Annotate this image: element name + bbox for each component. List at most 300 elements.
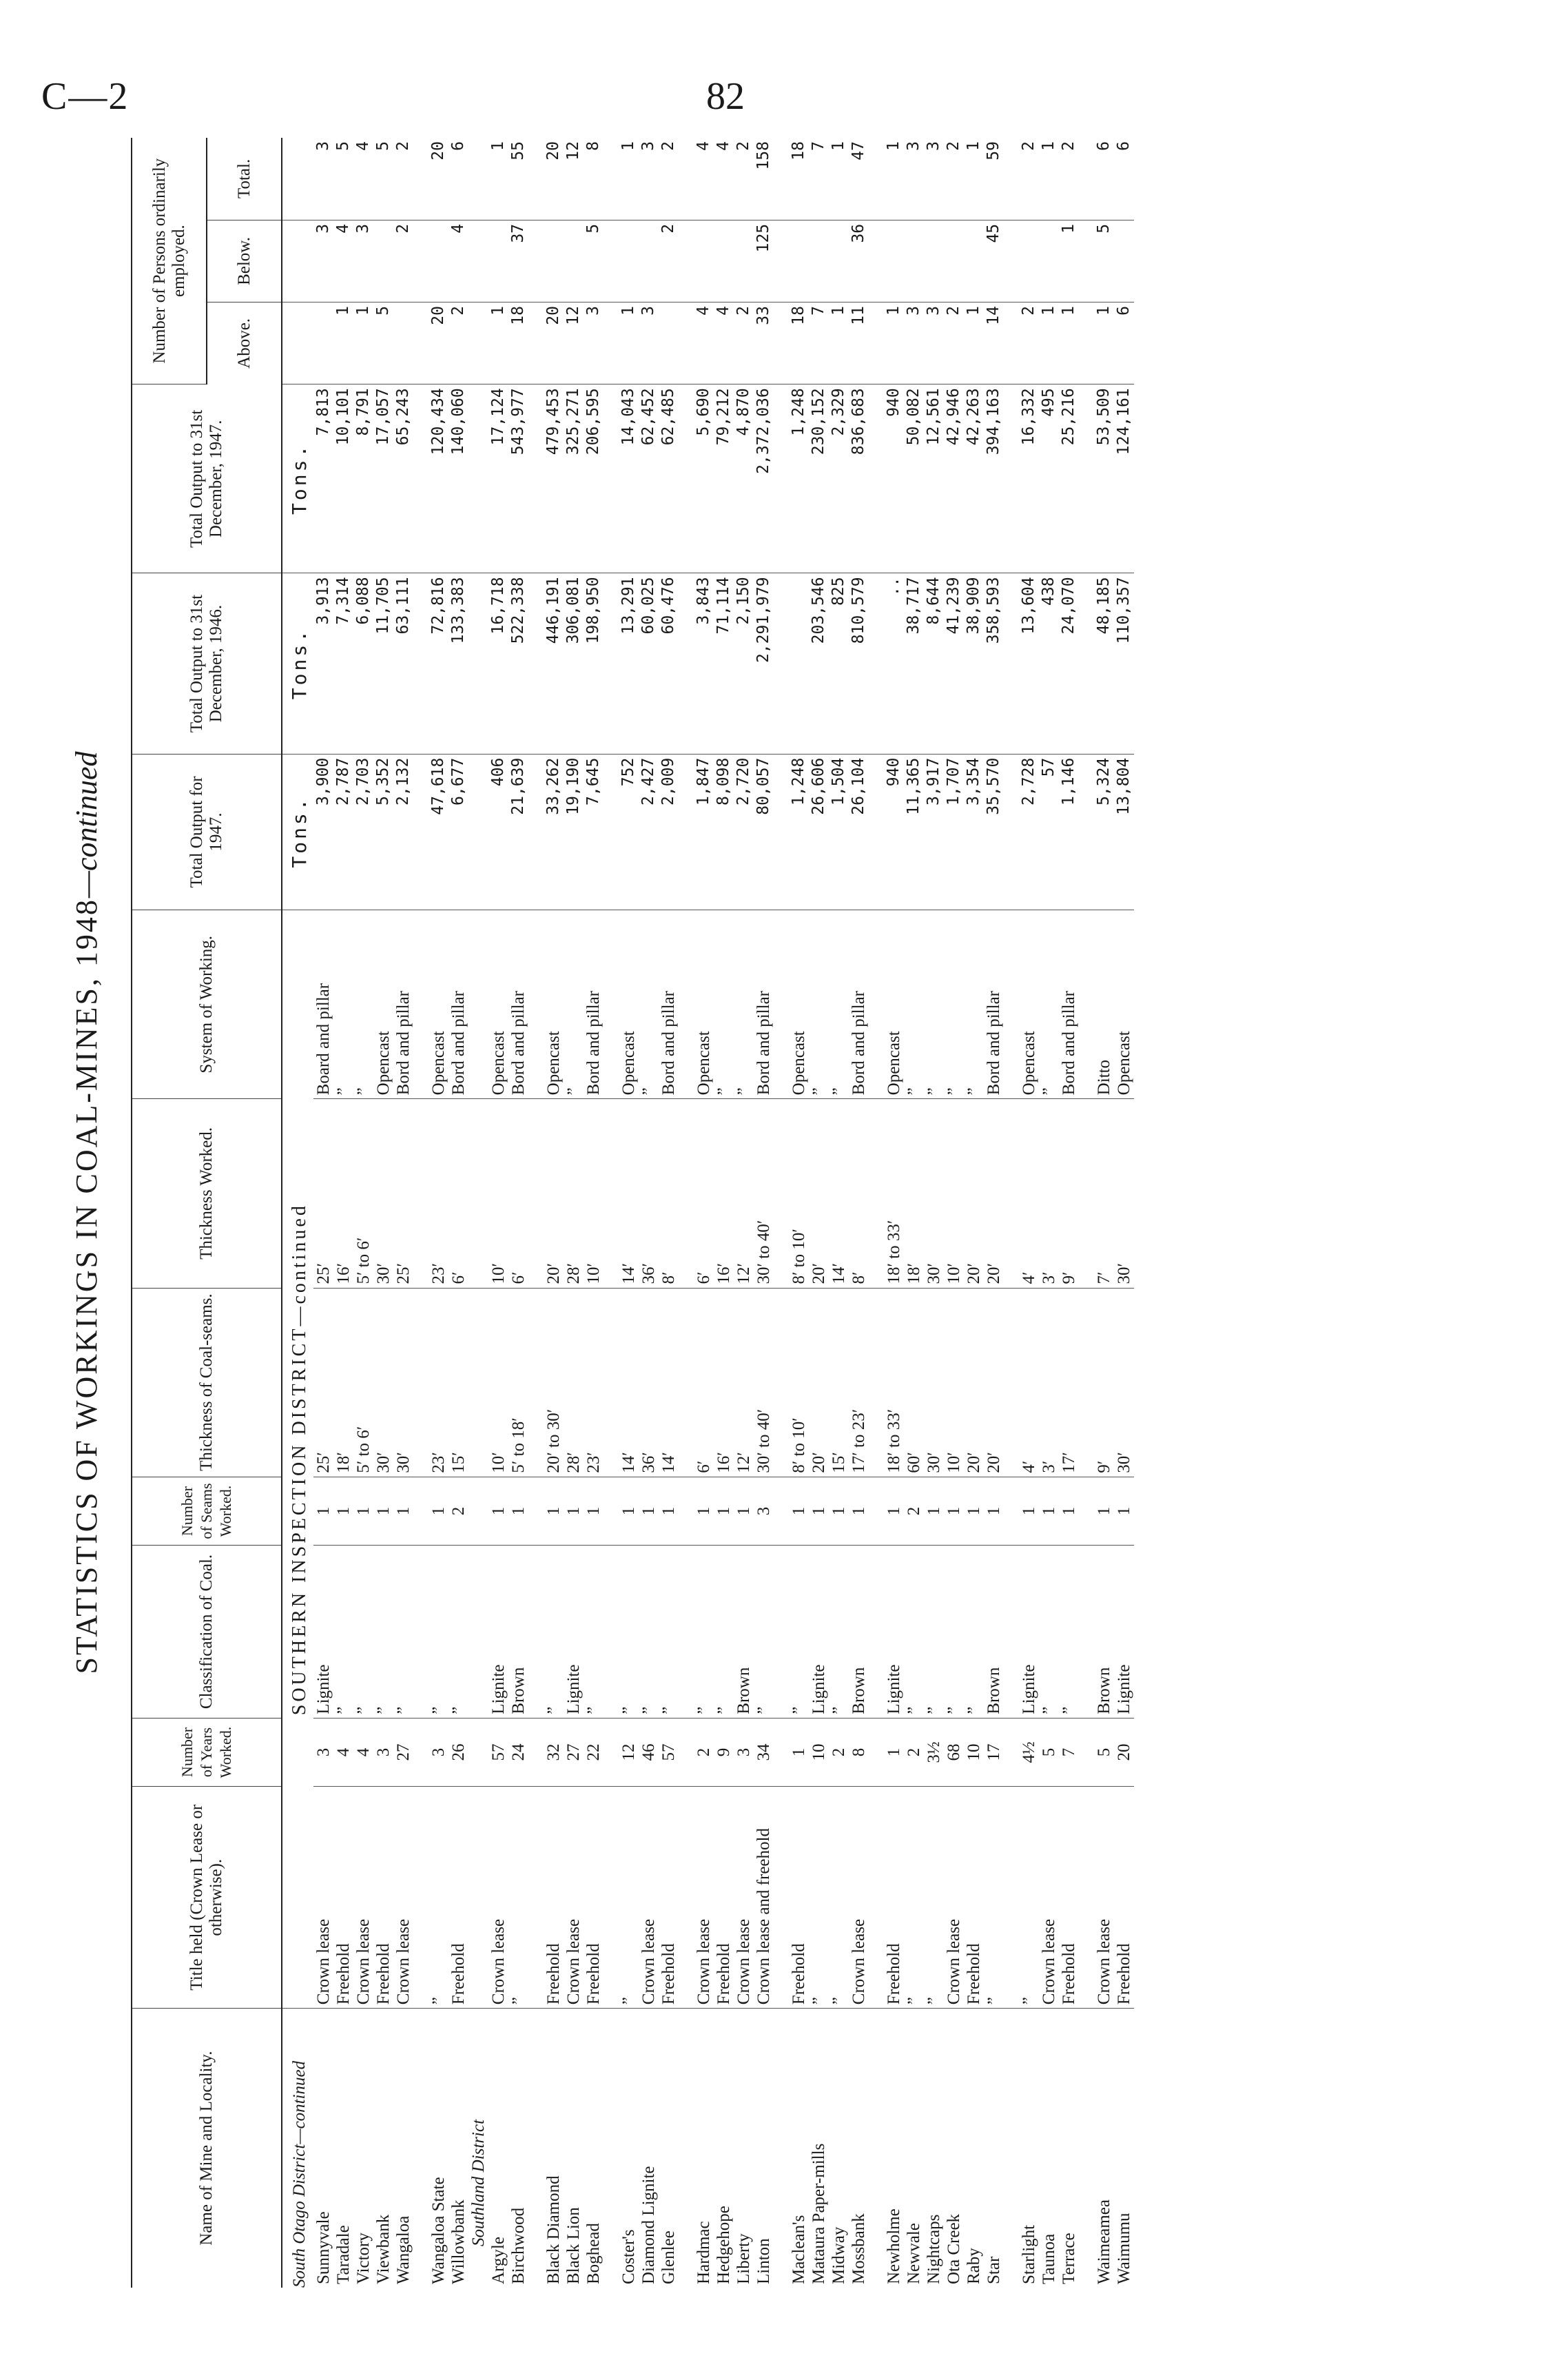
cell-be: 1 <box>1059 220 1079 302</box>
cell-name: Wangaloa State <box>429 2177 448 2284</box>
cell-o47: 1,707 <box>944 754 964 910</box>
cell-ts: 8′ to 10′ <box>789 1288 809 1477</box>
cell-sys: Bord and pillar <box>849 910 869 1099</box>
table-title-suffix: —continued <box>70 751 103 899</box>
units-to-1947: Tons. <box>282 384 313 573</box>
cell-title: Freehold <box>884 1787 904 2009</box>
cell-seams: 1 <box>619 1477 639 1546</box>
cell-to: 1 <box>488 138 508 220</box>
cell-ts: 14′ <box>619 1288 639 1477</box>
cell-title: Freehold <box>964 1787 984 2009</box>
cell-tw: 6′ <box>508 1099 528 1288</box>
cell-tw: 18′ to 33′ <box>884 1099 904 1288</box>
cell-title: ” <box>984 1787 1004 2009</box>
cell-ts: 10′ <box>488 1288 508 1477</box>
cell-o4747: 14,043 <box>619 384 639 573</box>
cell-to: 59 <box>984 138 1004 220</box>
col-classification: Classification of Coal. <box>132 1546 282 1718</box>
cell-ts: 17′ to 23′ <box>849 1288 869 1477</box>
cell-to: 3 <box>924 138 944 220</box>
cell-o46: 110,357 <box>1114 573 1134 754</box>
cell-o4747: 230,152 <box>809 384 829 573</box>
cell-cls: Lignite <box>1019 1546 1039 1718</box>
cell-to: 18 <box>789 138 809 220</box>
table-row <box>734 138 754 2288</box>
cell-ts: 16′ <box>714 1288 734 1477</box>
cell-tw: 20′ <box>984 1099 1004 1288</box>
cell-tw: 12′ <box>734 1099 754 1288</box>
district-row <box>468 138 488 2288</box>
table-row <box>639 138 659 2288</box>
cell-ab: 1 <box>884 302 904 384</box>
cell-name: Newholme <box>885 2208 903 2284</box>
cell-ab: 1 <box>488 302 508 384</box>
cell-ab: 3 <box>639 302 659 384</box>
cell-tw: 7′ <box>1094 1099 1114 1288</box>
cell-ab: 20 <box>544 302 564 384</box>
cell-to: 3 <box>904 138 924 220</box>
cell-o47: 2,787 <box>333 754 353 910</box>
cell-be <box>964 220 984 302</box>
cell-sys: Bord and pillar <box>1059 910 1079 1099</box>
cell-cls: ” <box>619 1546 639 1718</box>
cell-cls: Lignite <box>488 1546 508 1718</box>
cell-o4747: 124,161 <box>1114 384 1134 573</box>
cell-seams: 1 <box>429 1477 449 1546</box>
cell-sys: ” <box>714 910 734 1099</box>
cell-ts: 4′ <box>1019 1288 1039 1477</box>
cell-seams: 1 <box>639 1477 659 1546</box>
cell-ts: 23′ <box>429 1288 449 1477</box>
cell-o46: 438 <box>1039 573 1059 754</box>
cell-to: 3 <box>313 138 333 220</box>
cell-sys: ” <box>639 910 659 1099</box>
cell-be: 4 <box>333 220 353 302</box>
cell-years: 10 <box>964 1718 984 1787</box>
table-row <box>924 138 944 2288</box>
cell-sys: Opencast <box>884 910 904 1099</box>
cell-years: 32 <box>544 1718 564 1787</box>
cell-to: 1 <box>884 138 904 220</box>
cell-name: Black Diamond <box>544 2175 563 2284</box>
cell-title: Freehold <box>1114 1787 1134 2009</box>
cell-name: Victory <box>354 2233 373 2284</box>
cell-name: Maclean's <box>790 2215 808 2284</box>
cell-title: ” <box>619 1787 639 2009</box>
cell-o47: 57 <box>1039 754 1059 910</box>
cell-o46: 60,476 <box>659 573 679 754</box>
cell-name: Wangaloa <box>394 2215 413 2284</box>
cell-o46: 13,604 <box>1019 573 1039 754</box>
cell-seams: 1 <box>584 1477 604 1546</box>
cell-o4747: 79,212 <box>714 384 734 573</box>
cell-o46: 203,546 <box>809 573 829 754</box>
cell-tw: 6′ <box>449 1099 468 1288</box>
cell-be: 2 <box>393 220 413 302</box>
cell-title: Freehold <box>1059 1787 1079 2009</box>
cell-o4747: 940 <box>884 384 904 573</box>
cell-to: 4 <box>714 138 734 220</box>
cell-years: 2 <box>694 1718 714 1787</box>
cell-title: ” <box>829 1787 849 2009</box>
cell-tw: 8′ <box>659 1099 679 1288</box>
cell-ab: 6 <box>1114 302 1134 384</box>
cell-tw: 23′ <box>429 1099 449 1288</box>
cell-ab: 1 <box>829 302 849 384</box>
cell-o4747: 62,452 <box>639 384 659 573</box>
cell-o46: 63,111 <box>393 573 413 754</box>
cell-title: Freehold <box>449 1787 468 2009</box>
cell-ts: 17′ <box>1059 1288 1079 1477</box>
cell-title: Crown lease <box>944 1787 964 2009</box>
cell-o4747: 42,946 <box>944 384 964 573</box>
cell-years: 20 <box>1114 1718 1134 1787</box>
table-row <box>659 138 679 2288</box>
col-name: Name of Mine and Locality. <box>132 2009 282 2288</box>
cell-o46: 306,081 <box>564 573 584 754</box>
cell-title: Freehold <box>584 1787 604 2009</box>
col-system: System of Working. <box>132 910 282 1099</box>
cell-ts: 3′ <box>1039 1288 1059 1477</box>
cell-seams: 1 <box>829 1477 849 1546</box>
cell-years: 22 <box>584 1718 604 1787</box>
cell-be <box>904 220 924 302</box>
cell-o47: 33,262 <box>544 754 564 910</box>
cell-ts: 18′ to 33′ <box>884 1288 904 1477</box>
table-row <box>964 138 984 2288</box>
cell-name: Terrace <box>1060 2233 1078 2284</box>
cell-o4747: 5,690 <box>694 384 714 573</box>
cell-name: Starlight <box>1020 2224 1038 2284</box>
table-row <box>488 138 508 2288</box>
cell-o46: 825 <box>829 573 849 754</box>
table-row <box>984 138 1004 2288</box>
cell-to: 20 <box>429 138 449 220</box>
cell-o47: 3,900 <box>313 754 333 910</box>
cell-be: 3 <box>313 220 333 302</box>
cell-cls: Lignite <box>564 1546 584 1718</box>
cell-sys: ” <box>944 910 964 1099</box>
cell-o4747: 836,683 <box>849 384 869 573</box>
table-row <box>714 138 734 2288</box>
cell-cls: Brown <box>1094 1546 1114 1718</box>
cell-tw: 14′ <box>829 1099 849 1288</box>
cell-o4747: 4,870 <box>734 384 754 573</box>
cell-name: Raby <box>965 2248 983 2284</box>
cell-ab: 1 <box>333 302 353 384</box>
cell-years: 3 <box>734 1718 754 1787</box>
cell-title: ” <box>809 1787 829 2009</box>
cell-o47: 3,917 <box>924 754 944 910</box>
table-row <box>944 138 964 2288</box>
cell-years: 12 <box>619 1718 639 1787</box>
spacer-row <box>679 138 694 2288</box>
cell-o47: 80,057 <box>754 754 774 910</box>
cell-o47: 21,639 <box>508 754 528 910</box>
cell-seams: 1 <box>333 1477 353 1546</box>
cell-sys: ” <box>964 910 984 1099</box>
cell-be <box>373 220 393 302</box>
cell-ab: 33 <box>754 302 774 384</box>
cell-be <box>694 220 714 302</box>
cell-years: 34 <box>754 1718 774 1787</box>
cell-be: 3 <box>353 220 373 302</box>
col-seams: Number of Seams Worked. <box>132 1477 282 1546</box>
cell-o46: 3,843 <box>694 573 714 754</box>
cell-years: 5 <box>1039 1718 1059 1787</box>
cell-tw: 30′ <box>924 1099 944 1288</box>
cell-name: Hardmac <box>694 2221 713 2284</box>
cell-o46: 2,291,979 <box>754 573 774 754</box>
cell-cls: Brown <box>984 1546 1004 1718</box>
cell-cls: ” <box>964 1546 984 1718</box>
cell-be <box>619 220 639 302</box>
cell-to: 12 <box>564 138 584 220</box>
cell-cls: ” <box>944 1546 964 1718</box>
cell-tw: 25′ <box>313 1099 333 1288</box>
cell-o47: 1,248 <box>789 754 809 910</box>
cell-title: Crown lease <box>1094 1787 1114 2009</box>
cell-cls: Lignite <box>1114 1546 1134 1718</box>
cell-title: Crown lease <box>694 1787 714 2009</box>
cell-years: 68 <box>944 1718 964 1787</box>
cell-be: 5 <box>1094 220 1114 302</box>
cell-name: Nightcaps <box>925 2214 943 2284</box>
cell-name: Midway <box>829 2226 848 2284</box>
cell-o46: 446,191 <box>544 573 564 754</box>
spacer-row <box>869 138 884 2288</box>
cell-seams: 1 <box>544 1477 564 1546</box>
cell-years: 9 <box>714 1718 734 1787</box>
cell-seams: 1 <box>508 1477 528 1546</box>
col-output-1947: Total Output for 1947. <box>132 754 282 910</box>
cell-o46: 72,816 <box>429 573 449 754</box>
cell-name: Birchwood <box>509 2207 528 2284</box>
cell-title: Crown lease <box>639 1787 659 2009</box>
table-row <box>353 138 373 2288</box>
cell-to: 1 <box>829 138 849 220</box>
cell-years: 4 <box>353 1718 373 1787</box>
cell-years: 3½ <box>924 1718 944 1787</box>
cell-ab: 12 <box>564 302 584 384</box>
cell-cls: ” <box>373 1546 393 1718</box>
cell-ts: 14′ <box>659 1288 679 1477</box>
cell-title: Crown lease <box>353 1787 373 2009</box>
cell-name: Sunnyvale <box>314 2211 333 2284</box>
cell-cls: ” <box>639 1546 659 1718</box>
cell-o47: 752 <box>619 754 639 910</box>
cell-to: 4 <box>694 138 714 220</box>
cell-ab: 1 <box>964 302 984 384</box>
cell-be <box>488 220 508 302</box>
cell-o4747: 62,485 <box>659 384 679 573</box>
cell-ts: 10′ <box>944 1288 964 1477</box>
cell-years: 57 <box>659 1718 679 1787</box>
cell-name: Taunoa <box>1040 2233 1058 2284</box>
cell-o4747: 50,082 <box>904 384 924 573</box>
cell-o46: 60,025 <box>639 573 659 754</box>
cell-o46: 71,114 <box>714 573 734 754</box>
cell-o47: 47,618 <box>429 754 449 910</box>
cell-o4747: 2,329 <box>829 384 849 573</box>
cell-o47: 5,352 <box>373 754 393 910</box>
cell-sys: ” <box>924 910 944 1099</box>
col-thickness-seams: Thickness of Coal-seams. <box>132 1288 282 1477</box>
cell-o4747: 8,791 <box>353 384 373 573</box>
cell-sys: Opencast <box>373 910 393 1099</box>
cell-be: 45 <box>984 220 1004 302</box>
cell-ts: 20′ <box>964 1288 984 1477</box>
cell-ts: 30′ <box>924 1288 944 1477</box>
cell-ab <box>313 302 333 384</box>
cell-o4747: 495 <box>1039 384 1059 573</box>
cell-to: 2 <box>734 138 754 220</box>
cell-name: Ota Creek <box>945 2213 963 2284</box>
cell-name: Star <box>985 2256 1003 2284</box>
cell-o46: 133,383 <box>449 573 468 754</box>
cell-years: 27 <box>393 1718 413 1787</box>
cell-ts: 23′ <box>584 1288 604 1477</box>
cell-to: 6 <box>1114 138 1134 220</box>
cell-to: 4 <box>353 138 373 220</box>
table-row <box>754 138 774 2288</box>
cell-sys: Opencast <box>619 910 639 1099</box>
cell-be <box>884 220 904 302</box>
cell-name: Argyle <box>489 2237 508 2284</box>
cell-o46: 198,950 <box>584 573 604 754</box>
cell-years: 4½ <box>1019 1718 1039 1787</box>
cell-cls: ” <box>333 1546 353 1718</box>
cell-tw: 16′ <box>333 1099 353 1288</box>
spacer-row <box>1004 138 1019 2288</box>
cell-seams: 2 <box>449 1477 468 1546</box>
cell-tw: 20′ <box>964 1099 984 1288</box>
cell-be: 125 <box>754 220 774 302</box>
cell-tw: 5′ to 6′ <box>353 1099 373 1288</box>
cell-seams: 1 <box>1114 1477 1134 1546</box>
table-row <box>849 138 869 2288</box>
cell-ab: 2 <box>449 302 468 384</box>
cell-sys: Ditto <box>1094 910 1114 1099</box>
cell-cls: ” <box>754 1546 774 1718</box>
cell-title: Freehold <box>659 1787 679 2009</box>
cell-seams: 2 <box>904 1477 924 1546</box>
cell-to: 2 <box>944 138 964 220</box>
col-total: Total. <box>207 138 282 220</box>
cell-ab: 2 <box>1019 302 1039 384</box>
cell-tw: 25′ <box>393 1099 413 1288</box>
cell-be: 5 <box>584 220 604 302</box>
cell-o47: 1,847 <box>694 754 714 910</box>
cell-o47: 1,504 <box>829 754 849 910</box>
cell-ab <box>393 302 413 384</box>
cell-title: Crown lease <box>734 1787 754 2009</box>
cell-to: 47 <box>849 138 869 220</box>
cell-years: 5 <box>1094 1718 1114 1787</box>
cell-o4747: 120,434 <box>429 384 449 573</box>
cell-sys: Opencast <box>694 910 714 1099</box>
cell-be: 4 <box>449 220 468 302</box>
cell-tw: 10′ <box>488 1099 508 1288</box>
cell-tw: 8′ <box>849 1099 869 1288</box>
cell-years: 2 <box>904 1718 924 1787</box>
cell-seams: 1 <box>734 1477 754 1546</box>
cell-sys: Board and pillar <box>313 910 333 1099</box>
cell-tw: 4′ <box>1019 1099 1039 1288</box>
cell-name: Coster's <box>619 2229 638 2284</box>
cell-years: 27 <box>564 1718 584 1787</box>
cell-cls: Lignite <box>884 1546 904 1718</box>
cell-title: Freehold <box>333 1787 353 2009</box>
cell-o47: 3,354 <box>964 754 984 910</box>
table-body <box>282 138 1134 2288</box>
cell-to: 2 <box>1059 138 1079 220</box>
cell-years: 3 <box>429 1718 449 1787</box>
cell-seams: 1 <box>694 1477 714 1546</box>
col-persons: Number of Persons ordinarily employed. <box>132 138 207 384</box>
col-thickness-worked: Thickness Worked. <box>132 1099 282 1288</box>
cell-cls: Lignite <box>809 1546 829 1718</box>
cell-be <box>829 220 849 302</box>
cell-o4747: 2,372,036 <box>754 384 774 573</box>
cell-ab: 3 <box>584 302 604 384</box>
cell-cls: ” <box>714 1546 734 1718</box>
cell-years: 2 <box>829 1718 849 1787</box>
cell-be <box>924 220 944 302</box>
cell-sys: Opencast <box>488 910 508 1099</box>
cell-sys: Bord and pillar <box>584 910 604 1099</box>
cell-seams: 1 <box>789 1477 809 1546</box>
section-heading: SOUTHERN INSPECTION DISTRICT—continued <box>282 910 313 2009</box>
cell-sys: ” <box>1039 910 1059 1099</box>
cell-sys: Opencast <box>544 910 564 1099</box>
cell-sys: ” <box>564 910 584 1099</box>
cell-to: 55 <box>508 138 528 220</box>
cell-name: Glenlee <box>659 2230 678 2284</box>
cell-o47: 6,677 <box>449 754 468 910</box>
cell-sys: Bord and pillar <box>659 910 679 1099</box>
cell-ab <box>659 302 679 384</box>
cell-o4747: 12,561 <box>924 384 944 573</box>
table-row <box>619 138 639 2288</box>
cell-title: Freehold <box>373 1787 393 2009</box>
cell-o46: 48,185 <box>1094 573 1114 754</box>
district-south-otago: South Otago District—continued <box>290 2060 309 2288</box>
cell-be <box>1114 220 1134 302</box>
cell-o4747: 543,977 <box>508 384 528 573</box>
col-below: Below. <box>207 220 282 302</box>
table-row <box>373 138 393 2288</box>
cell-ab: 4 <box>714 302 734 384</box>
cell-sys: ” <box>904 910 924 1099</box>
cell-o46: 41,239 <box>944 573 964 754</box>
cell-ab: 1 <box>353 302 373 384</box>
cell-seams: 3 <box>754 1477 774 1546</box>
table-title-main: STATISTICS OF WORKINGS IN COAL-MINES, 1948 <box>70 898 103 1674</box>
cell-years: 57 <box>488 1718 508 1787</box>
cell-title: ” <box>924 1787 944 2009</box>
cell-title: Crown lease <box>564 1787 584 2009</box>
cell-cls: ” <box>904 1546 924 1718</box>
cell-sys: Opencast <box>1114 910 1134 1099</box>
cell-cls: ” <box>1039 1546 1059 1718</box>
cell-sys: ” <box>333 910 353 1099</box>
cell-title: Crown lease <box>488 1787 508 2009</box>
cell-name: Viewbank <box>374 2214 393 2284</box>
cell-name: Hedgehope <box>714 2206 733 2284</box>
table-row <box>544 138 564 2288</box>
cell-o4747: 17,124 <box>488 384 508 573</box>
